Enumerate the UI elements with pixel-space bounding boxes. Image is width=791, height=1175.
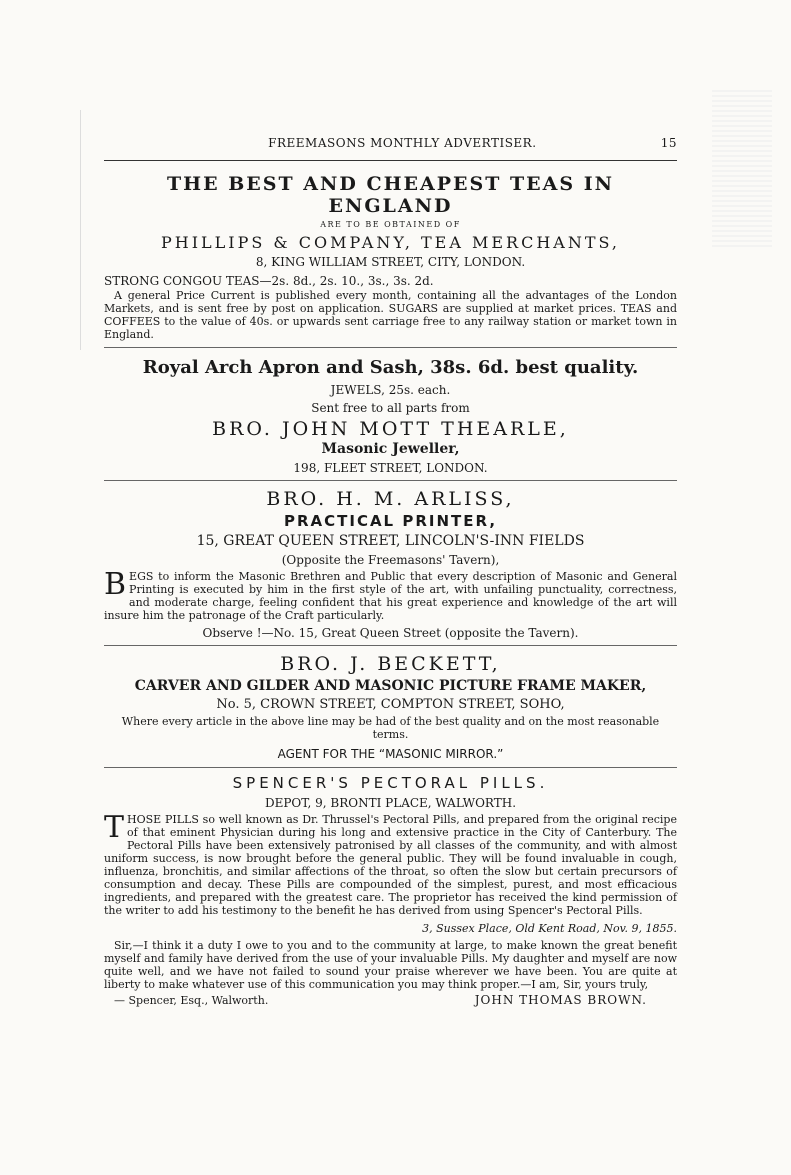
pills-signature: JOHN THOMAS BROWN. xyxy=(474,993,647,1007)
printer-opposite: (Opposite the Freemasons' Tavern), xyxy=(281,553,500,567)
printer-trade: PRACTICAL PRINTER, xyxy=(283,512,498,530)
pills-depot: DEPOT, 9, BRONTI PLACE, WALWORTH. xyxy=(264,796,517,810)
pills-dateline: 3, Sussex Place, Old Kent Road, Nov. 9, 1855. xyxy=(422,922,677,935)
pills-body-paragraph xyxy=(104,810,677,917)
carver-address: No. 5, CROWN STREET, COMPTON STREET, SOHO, xyxy=(216,697,565,712)
apron-address: 198, FLEET STREET, LONDON. xyxy=(293,461,488,475)
pills-letter: Sir,—I think it a duty I owe to you and to the community at large, to make known the great benefit myself and family have derived from the use of your invaluable Pills. My daughter and myself are now quite well, and we have not failed to sound your praise wherever we have been. You are quite at liberty to make whatever use of this communication you may think proper.—I am, Sir, yours truly, xyxy=(104,939,677,991)
teas-address: 8, KING WILLIAM STREET, CITY, LONDON. xyxy=(255,255,526,269)
apron-name: BRO. JOHN MOTT THEARLE, xyxy=(212,418,569,440)
pills-signature-row xyxy=(104,994,677,1007)
page-number: 15 xyxy=(660,136,677,150)
margin-bleed xyxy=(712,90,772,250)
teas-congou: STRONG CONGOU TEAS—2s. 8d., 2s. 10., 3s., 3s. 2d. xyxy=(104,274,434,288)
teas-obtained-line: ARE TO BE OBTAINED OF xyxy=(320,220,461,229)
ad-apron xyxy=(104,357,677,475)
apron-headline: Royal Arch Apron and Sash, 38s. 6d. best quality. xyxy=(142,357,639,378)
divider-1 xyxy=(104,347,677,348)
teas-company: PHILLIPS & COMPANY, TEA MERCHANTS, xyxy=(160,233,620,252)
printer-body-paragraph xyxy=(104,567,677,622)
apron-jewels: JEWELS, 25s. each. xyxy=(330,383,451,397)
teas-headline: THE BEST AND CHEAPEST TEAS IN ENGLAND xyxy=(167,173,614,217)
carver-agent: AGENT FOR THE “MASONIC MIRROR.” xyxy=(277,747,504,761)
ad-carver xyxy=(104,653,677,761)
margin-shadow xyxy=(80,110,81,350)
ad-printer xyxy=(104,488,677,640)
printer-address: 15, GREAT QUEEN STREET, LINCOLN'S-INN FIELDS xyxy=(196,533,585,549)
pills-name: SPENCER'S PECTORAL PILLS. xyxy=(232,774,549,792)
apron-trade: Masonic Jeweller, xyxy=(321,441,460,457)
page xyxy=(104,134,677,1007)
ad-teas xyxy=(104,173,677,341)
printer-name: BRO. H. M. ARLISS, xyxy=(266,488,515,510)
printer-observe: Observe !—No. 15, Great Queen Street (opposite the Tavern). xyxy=(202,626,579,640)
header-title: FREEMASONS MONTHLY ADVERTISER. xyxy=(268,136,537,150)
divider-3 xyxy=(104,645,677,646)
carver-body: Where every article in the above line may be had of the best quality and on the most reasonable terms. xyxy=(121,715,660,741)
pills-addressee: — Spencer, Esq., Walworth. xyxy=(114,994,269,1007)
teas-body: A general Price Current is published every month, containing all the advantages of the London Markets, and is sent free by post on application. SUGARS are supplied at market prices. TEAS and COFFEES to the value of 40s. or upwards sent carriage free to any railway station or market town in England. xyxy=(104,289,677,341)
running-header xyxy=(104,134,677,152)
carver-trade: CARVER AND GILDER AND MASONIC PICTURE FRAME MAKER, xyxy=(134,678,647,694)
divider-4 xyxy=(104,767,677,768)
ad-pills xyxy=(104,774,677,1007)
header-rule xyxy=(104,160,677,161)
apron-sent-free: Sent free to all parts from xyxy=(311,401,470,415)
printer-dropcap: B xyxy=(104,567,127,602)
printer-body: EGS to inform the Masonic Brethren and Public that every description of Masonic and General Printing is executed by him in the first style of the art, with unfailing punctuality, correctness, and moderate charge, feeling confident that his great experience and knowledge of the art will insure him the patronage of the Craft particularly. xyxy=(104,570,677,622)
pills-dropcap: T xyxy=(104,810,125,845)
pills-body: HOSE PILLS so well known as Dr. Thrussel's Pectoral Pills, and prepared from the original recipe of that eminent Physician during his long and extensive practice in the City of Canterbury. The Pectoral Pills have been extensively patronised by all classes of the community, and with almost uniform success, is now brought before the general public. They will be found invaluable in cough, influenza, bronchitis, and similar affections of the throat, so often the slow but certain precursors of consumption and decay. These Pills are compounded of the simplest, purest, and most efficacious ingredients, and prepared with the greatest care. The proprietor has received the kind permission of the writer to add his testimony to the benefit he has derived from using Spencer's Pectoral Pills. xyxy=(104,813,677,917)
carver-name: BRO. J. BECKETT, xyxy=(280,653,501,675)
divider-2 xyxy=(104,480,677,481)
